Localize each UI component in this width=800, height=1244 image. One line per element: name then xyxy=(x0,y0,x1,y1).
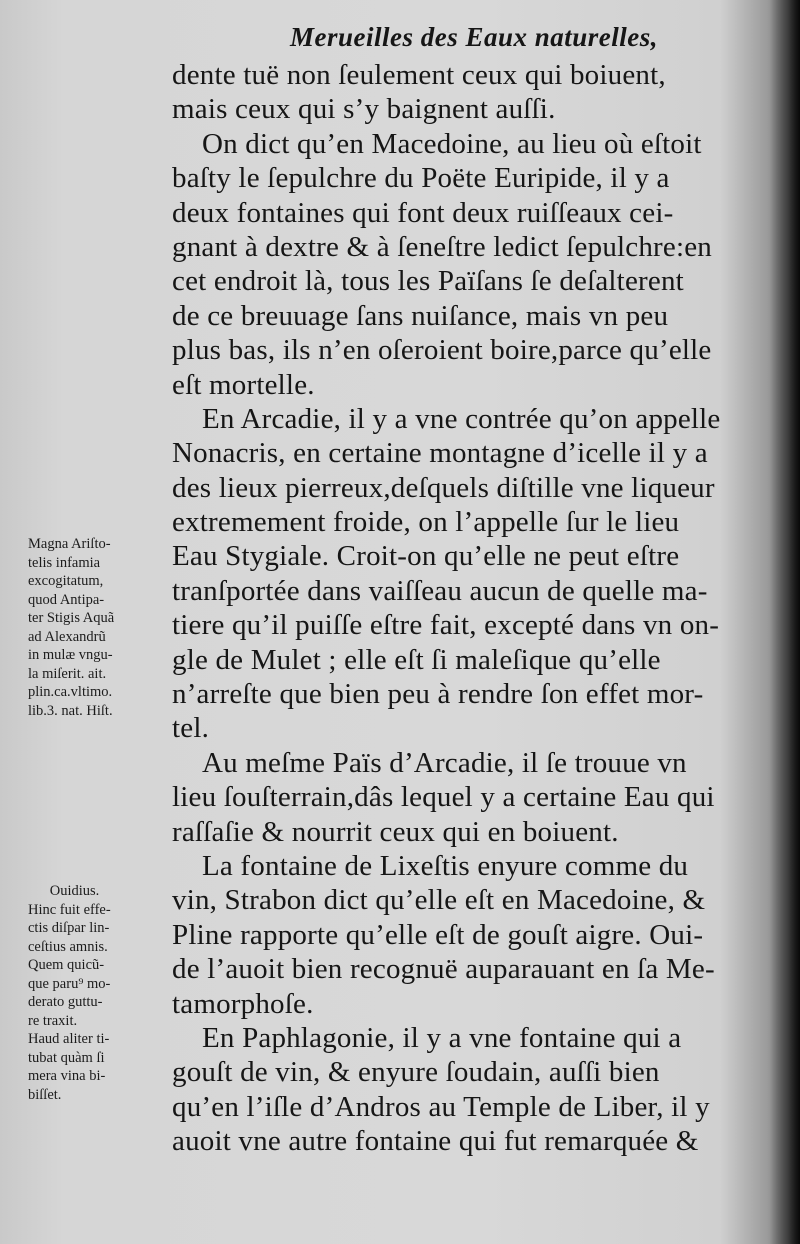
running-head: Merueilles des Eaux naturelles, xyxy=(290,22,659,52)
margin-note-line: re traxit. xyxy=(28,1012,78,1029)
body-line: baſty le ſepulchre du Poëte Euripide, il y a xyxy=(172,162,670,195)
body-line: plus bas, ils n’en oſeroient boire,parce qu’elle xyxy=(172,334,712,367)
body-line: En Paphlagonie, il y a vne fontaine qui a xyxy=(202,1021,682,1054)
margin-note-line: lib.3. nat. Hiſt. xyxy=(28,702,113,719)
margin-note-line: ctis diſpar lin- xyxy=(28,920,110,936)
body-line: auoit vne autre fontaine qui fut remarquée & xyxy=(172,1125,699,1158)
margin-note-line: biſſet. xyxy=(28,1086,62,1103)
margin-note-line: Hinc fuit effe- xyxy=(28,901,111,918)
margin-note-line: que paru⁹ mo- xyxy=(28,975,111,992)
body-line: gnant à dextre & à ſeneſtre ledict ſepulchre:en xyxy=(172,230,713,263)
body-line: La fontaine de Lixeſtis enyure comme du xyxy=(202,849,689,882)
margin-note-line: in mulæ vngu- xyxy=(28,647,113,663)
body-line: Pline rapporte qu’elle eſt de gouſt aigre. Oui- xyxy=(172,918,704,951)
body-line: des lieux pierreux,deſquels diſtille vne liqueur xyxy=(172,471,715,504)
body-line: eſt mortelle. xyxy=(172,368,315,401)
margin-note-line: ceſtius amnis. xyxy=(28,938,108,955)
body-line: raſſaſie & nourrit ceux qui en boiuent. xyxy=(172,815,619,848)
margin-note-line: mera vina bi- xyxy=(28,1068,106,1084)
body-line: On dict qu’en Macedoine, au lieu où eſtoit xyxy=(202,127,702,160)
body-line: gle de Mulet ; elle eſt ſi maleſique qu’elle xyxy=(172,643,661,676)
body-line: lieu ſouſterrain,dâs lequel y a certaine Eau qui xyxy=(172,781,715,814)
body-line: de ce breuuage ſans nuiſance, mais vn peu xyxy=(172,299,669,332)
body-line: extremement froide, on l’appelle ſur le lieu xyxy=(172,506,680,539)
body-text xyxy=(172,58,784,1159)
body-line: Eau Stygiale. Croit-on qu’elle ne peut eſtre xyxy=(172,540,680,573)
body-line: qu’en l’iſle d’Andros au Temple de Liber, il y xyxy=(172,1090,710,1123)
body-line: n’arreſte que bien peu à rendre ſon effet mor- xyxy=(172,678,704,711)
body-line: dente tuë non ſeulement ceux qui boiuent, xyxy=(172,59,666,91)
body-line: tiere qu’il puiſſe eſtre fait, excepté dans vn on- xyxy=(172,609,720,642)
body-line: mais ceux qui s’y baignent auſſi. xyxy=(172,93,556,126)
body-line: deux fontaines qui font deux ruiſſeaux cei- xyxy=(172,196,674,229)
margin-note-line: telis infamia xyxy=(28,554,101,571)
margin-note-line: plin.ca.vltimo. xyxy=(28,684,113,700)
margin-note-line: ter Stigis Aquã xyxy=(28,610,115,626)
margin-note-line: Ouidius. xyxy=(28,883,100,899)
margin-note-line: ad Alexandrũ xyxy=(28,628,106,645)
margin-note-line: la miſerit. ait. xyxy=(28,665,107,682)
body-line: Au meſme Païs d’Arcadie, il ſe trouue vn xyxy=(202,746,687,779)
body-line: tranſportée dans vaiſſeau aucun de quelle ma- xyxy=(172,574,708,607)
body-line: gouſt de vin, & enyure ſoudain, auſſi bien xyxy=(172,1056,660,1089)
margin-note-ovid xyxy=(28,882,111,1104)
margin-note-line: excogitatum, xyxy=(28,573,104,589)
body-line: tamorphoſe. xyxy=(172,987,314,1020)
margin-note-line: Haud aliter ti- xyxy=(28,1031,110,1047)
margin-note-aristotle xyxy=(28,535,114,720)
body-line: vin, Strabon dict qu’elle eſt en Macedoine, & xyxy=(172,884,706,917)
margin-note-line: Magna Ariſto- xyxy=(28,536,111,552)
body-line: Nonacris, en certaine montagne d’icelle il y a xyxy=(172,437,708,470)
margin-note-line: derato guttu- xyxy=(28,994,103,1010)
body-line: tel. xyxy=(172,712,210,745)
margin-note-line: Quem quicũ- xyxy=(28,957,105,973)
margin-note-line: tubat quàm ſi xyxy=(28,1049,105,1066)
body-line: cet endroit là, tous les Païſans ſe deſalterent xyxy=(172,265,684,298)
body-line: En Arcadie, il y a vne contrée qu’on appelle xyxy=(202,402,721,435)
margin-note-line: quod Antipa- xyxy=(28,591,105,608)
body-line: de l’auoit bien recognuë auparauant en ſa Me- xyxy=(172,953,715,986)
